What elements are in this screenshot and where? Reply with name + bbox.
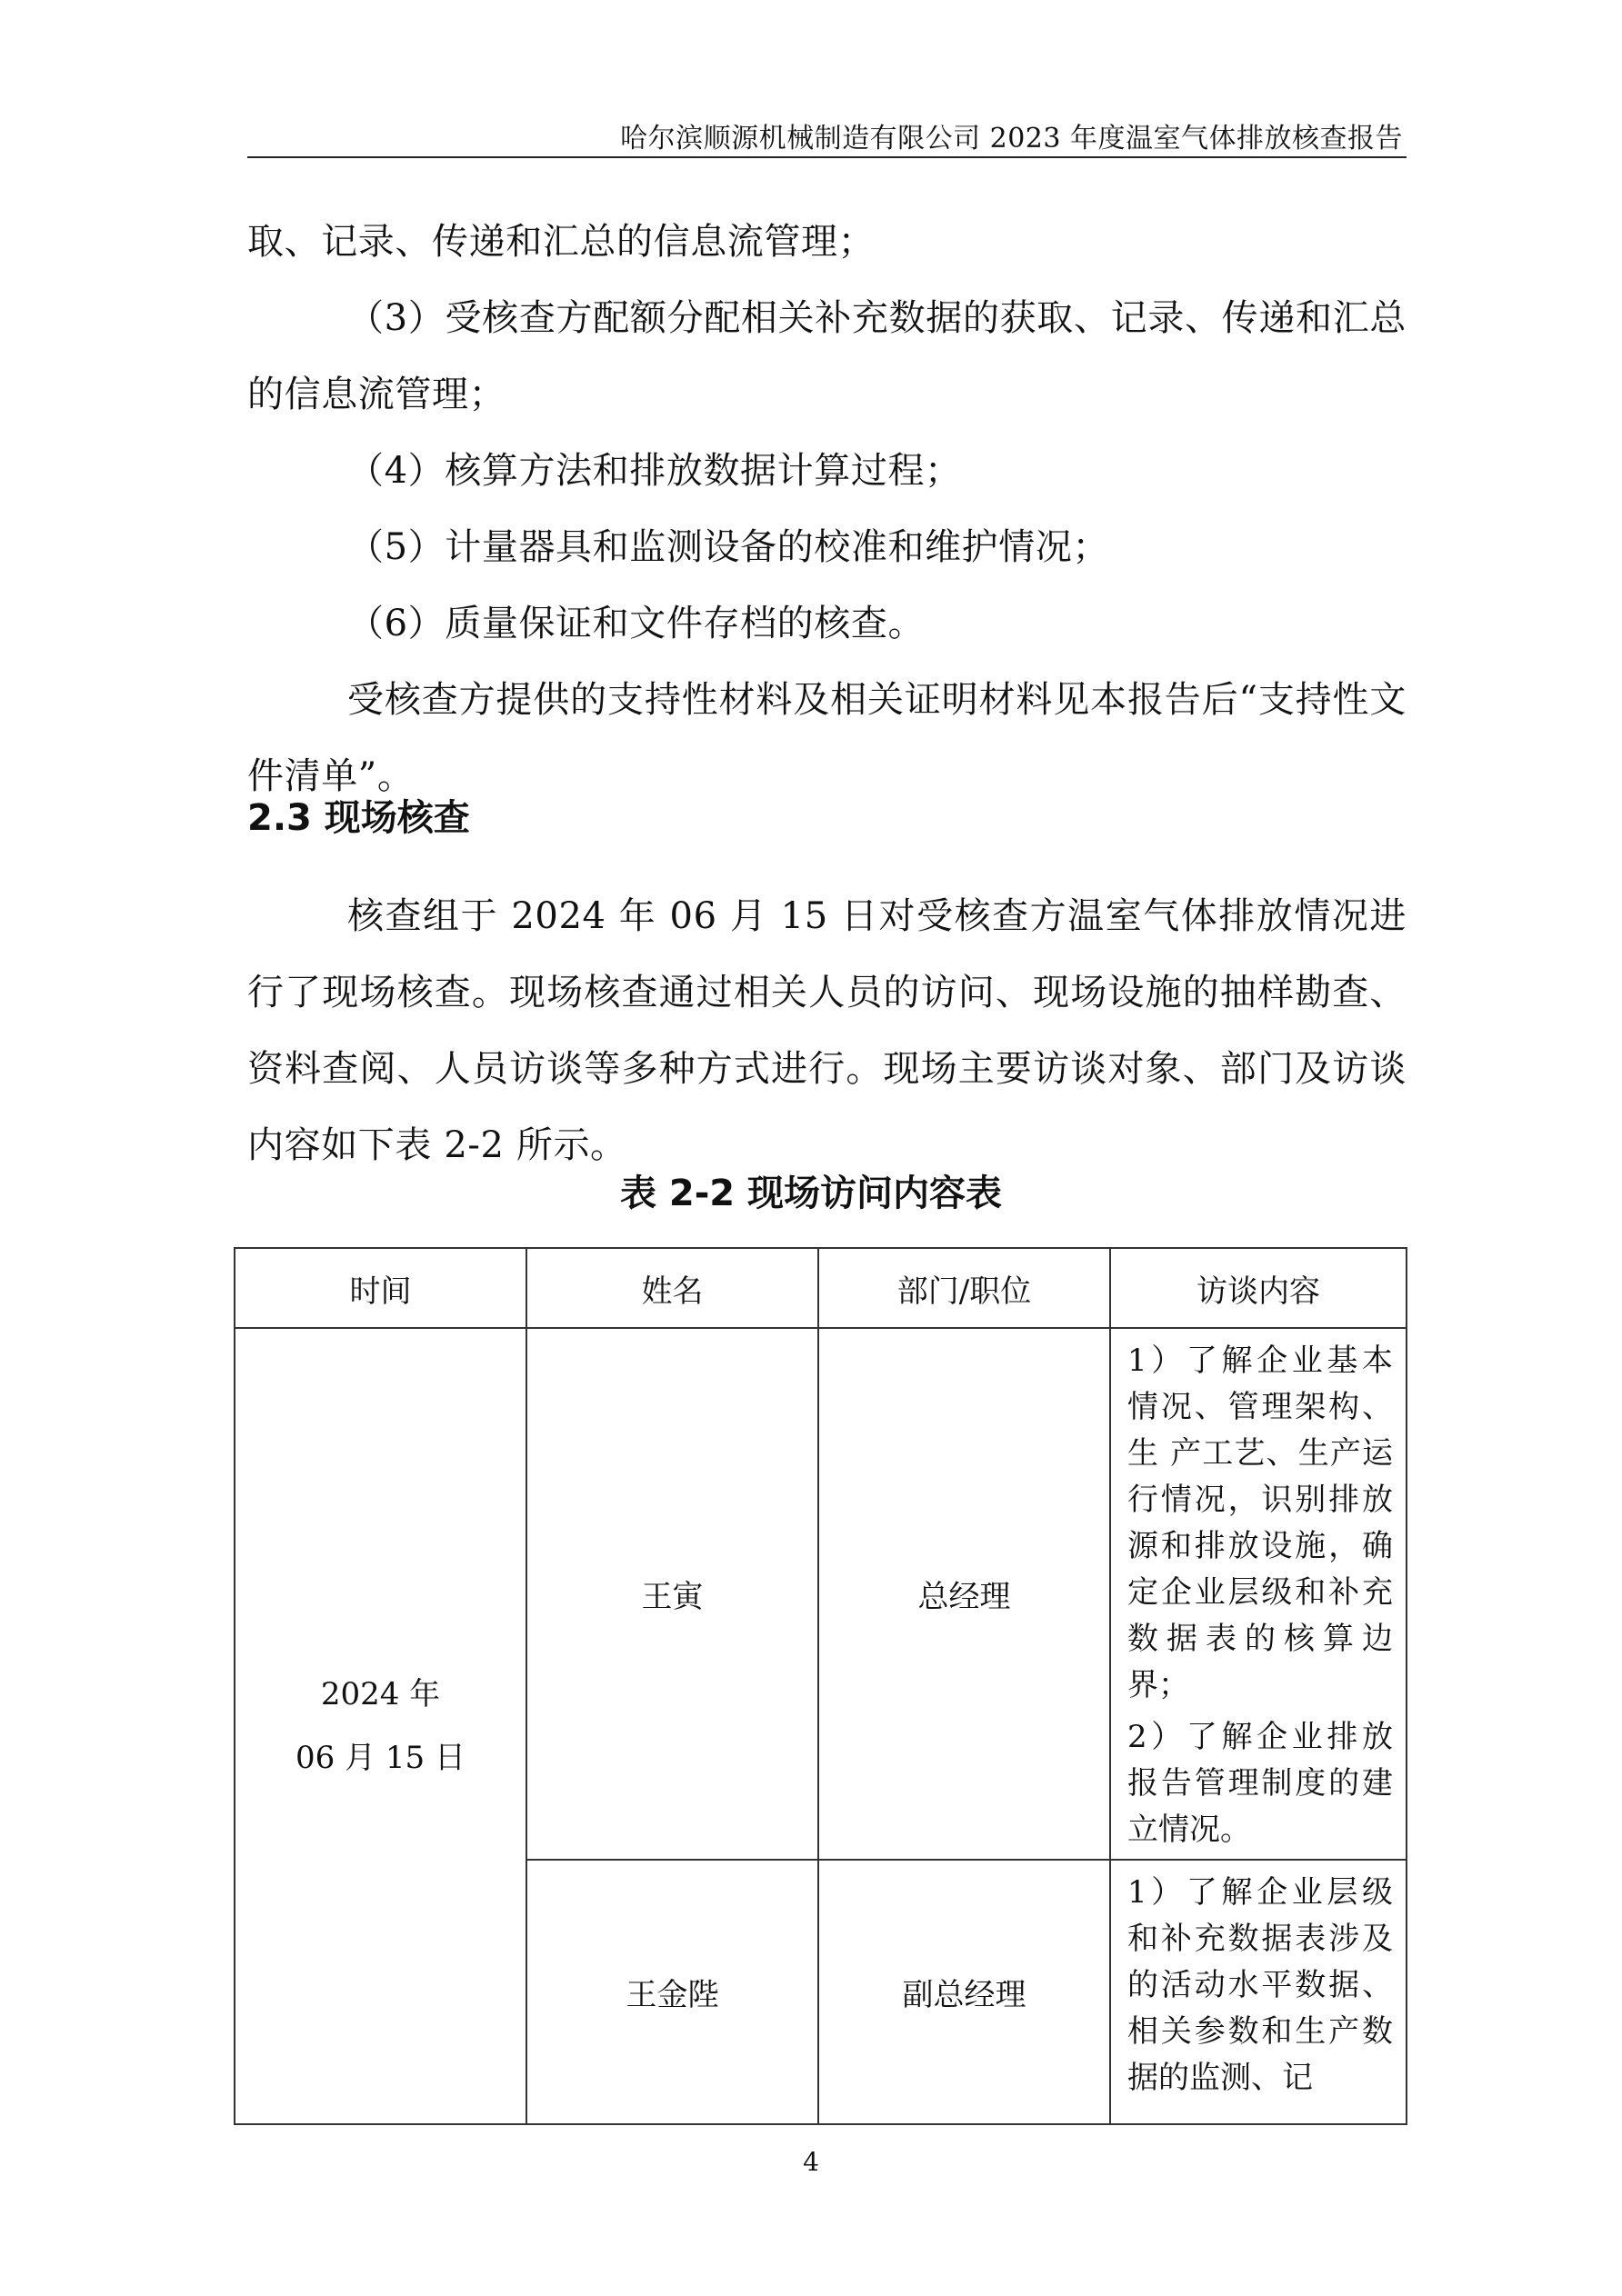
list-item-5: （5）计量器具和监测设备的校准和维护情况； [347,526,1110,568]
header-interview-content: 访谈内容 [1110,1248,1407,1328]
table-caption: 表 2-2 现场访问内容表 [619,1173,1003,1214]
person-position: 副总经理 [818,1860,1110,2124]
list-item-3: （3）受核查方配额分配相关补充数据的获取、记录、传递和汇总的信息流管理； [247,297,1407,415]
onsite-verification-paragraph: 核查组于 2024 年 06 月 15 日对受核查方温室气体排放情况进行了现场核查。现场核查通过相关人员的访问、现场设施的抽样勘查、资料查阅、人员访谈等多种方式进行。现场主要访谈对象、部门及访谈内容如下表 2-2 所示。 [247,895,1407,1166]
header-name: 姓名 [526,1248,818,1328]
person-name: 王寅 [526,1328,818,1860]
interview-content [1110,1860,1407,2124]
list-item-4: （4）核算方法和排放数据计算过程； [347,450,962,492]
table-row [235,1328,1407,1860]
interview-item: 1）了解企业基本情况、管理架构、生 产工艺、生产运行情况，识别排放源和排放设施，确定企业层级和补充数据表的核算边界； [1127,1343,1393,1703]
paragraph-continuation: 取、记录、传递和汇总的信息流管理； [247,221,876,263]
interview-item: 2）了解企业排放报告管理制度的建立情况。 [1127,1719,1393,1848]
interview-item: 1）了解企业层级和补充数据表涉及的活动水平数据、相关参数和生产数据的监测、记 [1127,1874,1393,2096]
visit-content-table [234,1247,1407,2125]
date-year: 2024 年 [320,1676,441,1712]
page-number: 4 [803,2147,819,2177]
report-header-title: 哈尔滨顺源机械制造有限公司 2023 年度温室气体排放核查报告 [620,123,1403,155]
header-time: 时间 [235,1248,526,1328]
header-divider [247,156,1407,158]
table-header-row [235,1248,1407,1328]
interview-content [1110,1328,1407,1860]
header-position: 部门/职位 [818,1248,1110,1328]
person-position: 总经理 [818,1328,1110,1860]
supporting-materials-paragraph: 受核查方提供的支持性材料及相关证明材料见本报告后“支持性文件清单”。 [247,679,1407,797]
date-cell [235,1328,526,2124]
person-name: 王金陛 [526,1860,818,2124]
list-item-6: （6）质量保证和文件存档的核查。 [347,603,926,644]
date-month-day: 06 月 15 日 [295,1740,466,1776]
section-heading: 2.3 现场核查 [247,797,470,839]
